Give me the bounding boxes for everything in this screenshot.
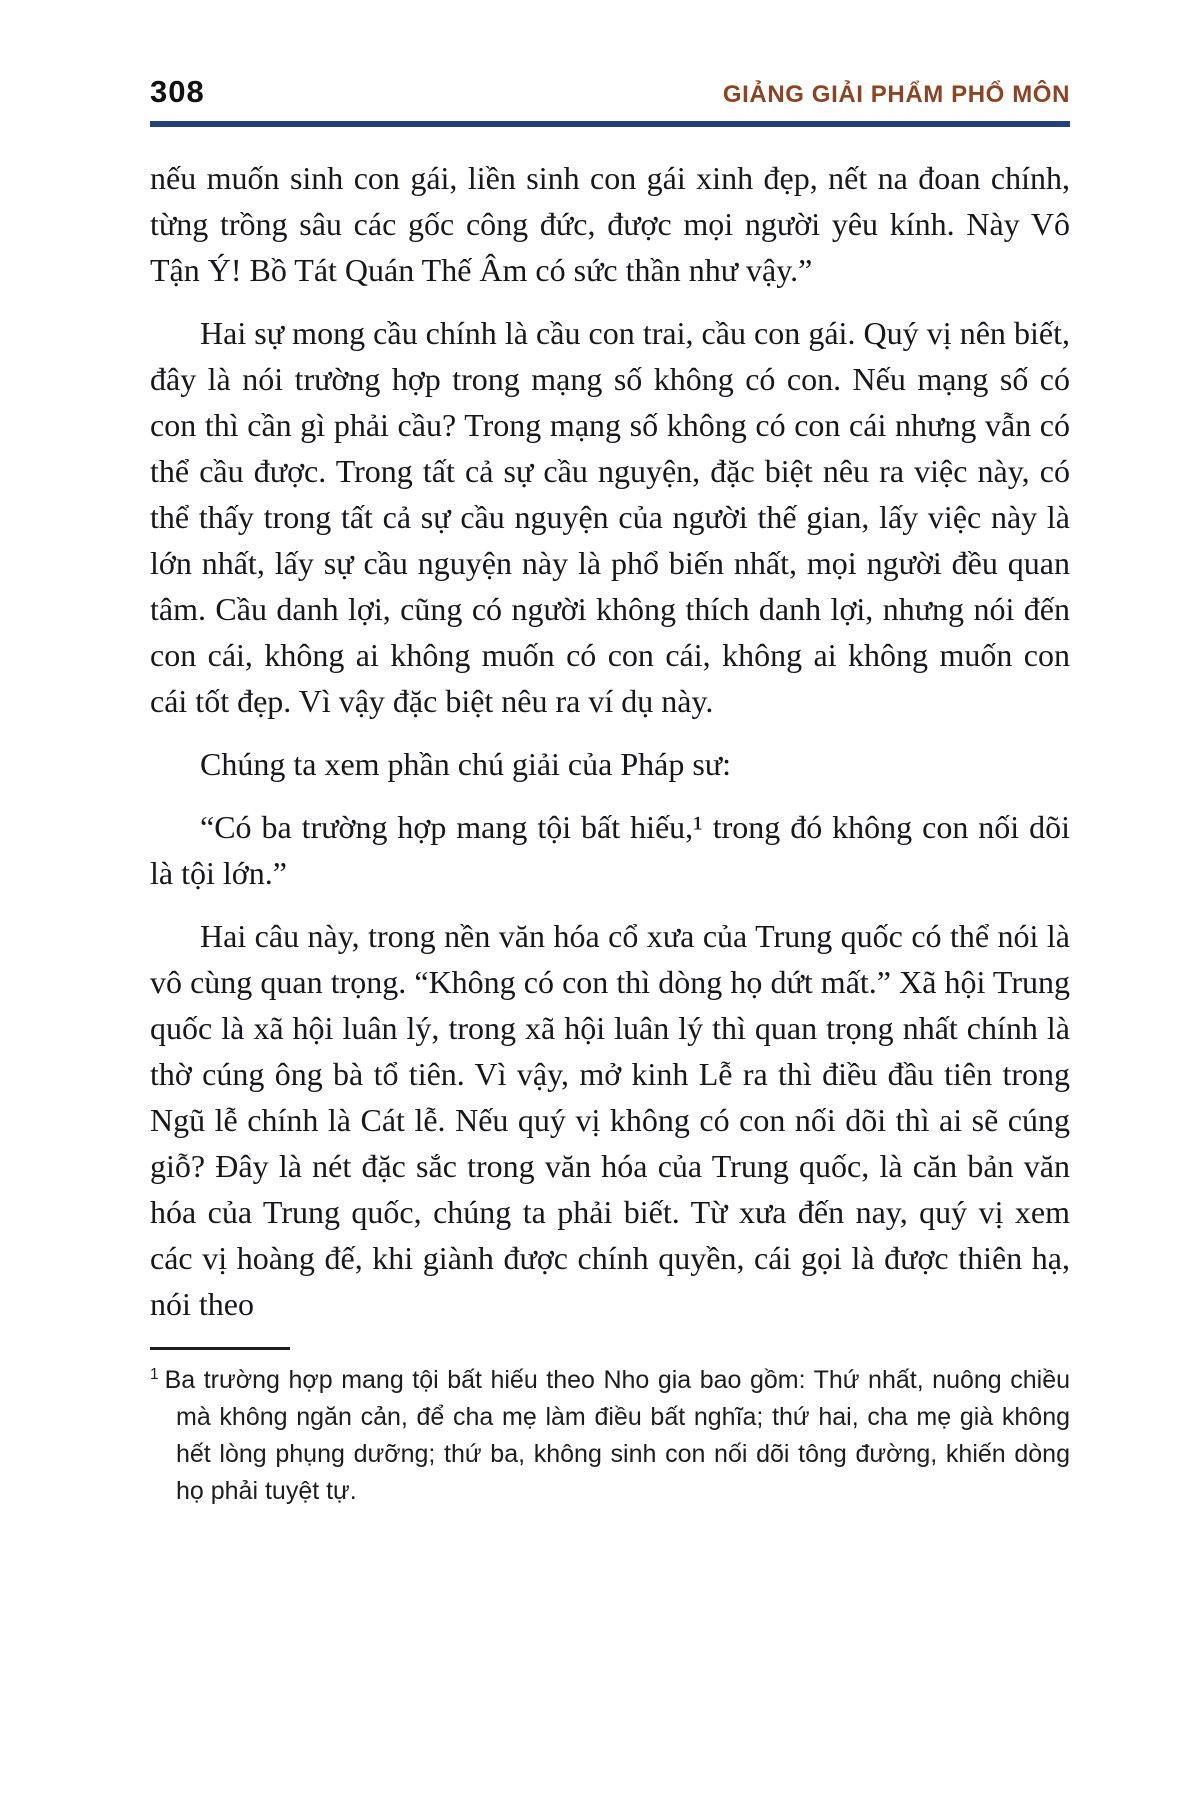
body-text: [0, 127, 1200, 1327]
paragraph: Hai sự mong cầu chính là cầu con trai, cầu con gái. Quý vị nên biết, đây là nói trường hợp trong mạng số không có con. Nếu mạng số có con thì cần gì phải cầu? Trong mạng số không có con cái nhưng vẫn có thể cầu được. Trong tất cả sự cầu nguyện, đặc biệt nêu ra việc này, có thể thấy trong tất cả sự cầu nguyện của người thế gian, lấy việc này là lớn nhất, lấy sự cầu nguyện này là phổ biến nhất, mọi người đều quan tâm. Cầu danh lợi, cũng có người không thích danh lợi, nhưng nói đến con cái, không ai không muốn có con cái, không ai không muốn con cái tốt đẹp. Vì vậy đặc biệt nêu ra ví dụ này.: [150, 315, 1070, 719]
footnote-item: [150, 1362, 1070, 1510]
running-title: GIẢNG GIẢI PHẨM PHỔ MÔN: [722, 81, 1070, 108]
footnote-text: Ba trường hợp mang tội bất hiếu theo Nho gia bao gồm: Thứ nhất, nuông chiều mà không ngăn cản, để cha mẹ làm điều bất nghĩa; thứ hai, cha mẹ già không hết lòng phụng dưỡng; thứ ba, không sinh con nối dõi tông đường, khiến dòng họ phải tuyệt tự.: [164, 1366, 1070, 1505]
paragraph-quote: “Có ba trường hợp mang tội bất hiếu,¹ trong đó không con nối dõi là tội lớn.”: [150, 809, 1070, 891]
page-header: [0, 0, 1200, 107]
paragraph-continuation: nếu muốn sinh con gái, liền sinh con gái xinh đẹp, nết na đoan chính, từng trồng sâu các gốc công đức, được mọi người yêu kính. Này Vô Tận Ý! Bồ Tát Quán Thế Âm có sức thần như vậy.”: [150, 160, 1070, 288]
paragraph: Chúng ta xem phần chú giải của Pháp sư:: [200, 746, 732, 782]
footnote-marker: 1: [150, 1365, 159, 1383]
footnote: [0, 1362, 1200, 1510]
footnote-rule: [150, 1347, 290, 1350]
page-number: 308: [150, 74, 205, 109]
paragraph: Hai câu này, trong nền văn hóa cổ xưa của Trung quốc có thể nói là vô cùng quan trọng. “Không có con thì dòng họ dứt mất.” Xã hội Trung quốc là xã hội luân lý, trong xã hội luân lý thì quan trọng nhất chính là thờ cúng ông bà tổ tiên. Vì vậy, mở kinh Lễ ra thì điều đầu tiên trong Ngũ lễ chính là Cát lễ. Nếu quý vị không có con nối dõi thì ai sẽ cúng giỗ? Đây là nét đặc sắc trong văn hóa của Trung quốc, là căn bản văn hóa của Trung quốc, chúng ta phải biết. Từ xưa đến nay, quý vị xem các vị hoàng đế, khi giành được chính quyền, cái gọi là được thiên hạ, nói theo: [150, 918, 1070, 1322]
